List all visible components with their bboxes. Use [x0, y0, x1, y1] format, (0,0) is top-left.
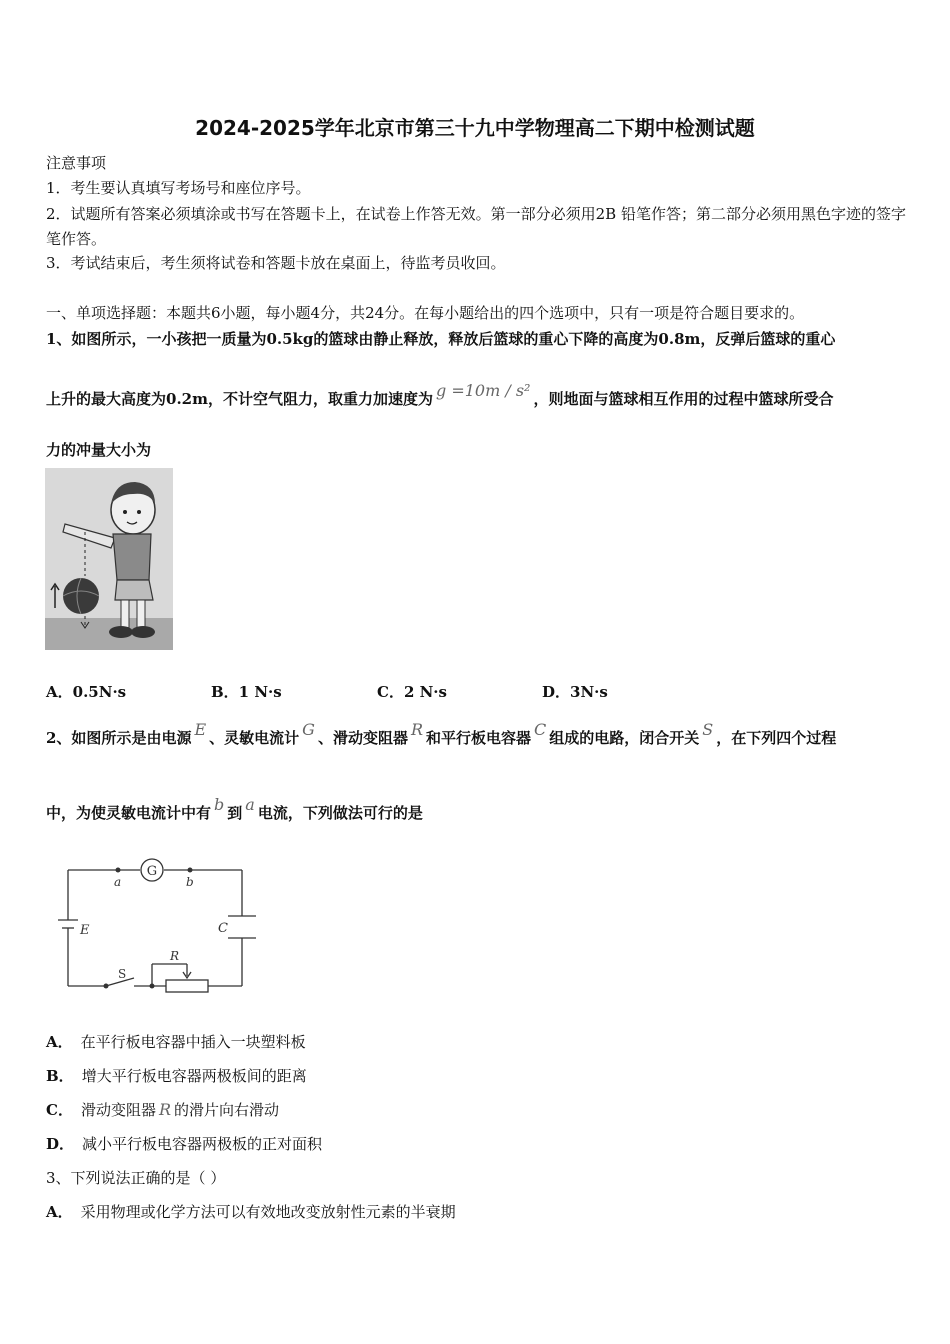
- circuit-label-e: E: [80, 923, 90, 938]
- notice-item-1: 1．考生要认真填写考场号和座位序号。: [46, 179, 311, 197]
- q2-var-g: G: [302, 720, 315, 739]
- circuit-diagram: [46, 848, 261, 1000]
- q1-text-b: ，则地面与篮球相互作用的过程中篮球所受合: [533, 390, 834, 408]
- q2-text-4: 和平行板电容器: [426, 729, 532, 747]
- q2-option-a-label: A．: [46, 1033, 73, 1051]
- q2-option-c[interactable]: [46, 1099, 279, 1120]
- q3-option-a[interactable]: [46, 1201, 456, 1222]
- q3-stem: 3、下列说法正确的是（ ）: [46, 1169, 226, 1187]
- circuit-label-a: a: [114, 875, 122, 889]
- q1-option-a[interactable]: A．0.5N·s: [46, 683, 127, 701]
- q2-var-c: C: [534, 720, 547, 739]
- q2-text-7: 中，为使灵敏电流计中有: [46, 804, 212, 822]
- q2-option-c-var: R: [158, 1100, 172, 1119]
- q1-option-c[interactable]: C．2 N·s: [377, 683, 447, 701]
- q2-var-a: a: [245, 795, 255, 814]
- q2-option-b-label: B．: [46, 1067, 74, 1085]
- q2-text-3: 、滑动变阻器: [317, 729, 408, 747]
- circuit-label-c: C: [218, 921, 228, 936]
- q2-line-2: [46, 795, 423, 823]
- q2-var-s: S: [702, 720, 714, 739]
- q2-option-d-label: D．: [46, 1135, 75, 1153]
- q2-text-1: 2、如图所示是由电源: [46, 729, 192, 747]
- section-heading: 一、单项选择题：本题共6小题，每小题4分，共24分。在每小题给出的四个选项中，只有一项是符合题目要求的。: [46, 304, 805, 322]
- q2-option-a[interactable]: [46, 1031, 306, 1052]
- q1-line-3: 力的冲量大小为: [46, 441, 152, 459]
- q2-var-r: R: [410, 720, 423, 739]
- q2-text-2: 、灵敏电流计: [209, 729, 300, 747]
- q3-option-a-text: 采用物理或化学方法可以有效地改变放射性元素的半衰期: [80, 1203, 456, 1221]
- q2-var-b: b: [214, 795, 225, 814]
- q2-var-e: E: [194, 720, 207, 739]
- q2-option-b-text: 增大平行板电容器两极板间的距离: [81, 1067, 307, 1085]
- q1-text-a: 上升的最大高度为0.2m，不计空气阻力，取重力加速度为: [46, 390, 433, 408]
- q1-option-b[interactable]: B．1 N·s: [211, 683, 282, 701]
- q2-option-c-label: C．: [46, 1101, 73, 1119]
- q2-line-1: [46, 720, 837, 748]
- q2-text-9: 电流，下列做法可行的是: [257, 804, 423, 822]
- q1-option-d[interactable]: D．3N·s: [542, 683, 608, 701]
- q2-option-c-tail: 的滑片向右滑动: [174, 1101, 280, 1119]
- q2-option-a-text: 在平行板电容器中插入一块塑料板: [80, 1033, 306, 1051]
- q2-text-8: 到: [227, 804, 243, 822]
- q3-option-a-label: A．: [46, 1203, 73, 1221]
- q1-line-1: 1、如图所示，一小孩把一质量为0.5kg的篮球由静止释放，释放后篮球的重心下降的高度为0.8m，反弹后篮球的重心: [46, 330, 836, 348]
- circuit-label-r: R: [170, 949, 180, 963]
- q2-text-6: ，在下列四个过程: [716, 729, 837, 747]
- circuit-label-s: S: [118, 967, 127, 981]
- page-title: 2024-2025学年北京市第三十九中学物理高二下期中检测试题: [195, 116, 755, 140]
- q2-option-b[interactable]: [46, 1065, 307, 1086]
- q1-formula: g =10m / s²: [435, 381, 531, 400]
- circuit-label-g: G: [146, 864, 158, 879]
- notice-heading: 注意事项: [46, 154, 107, 172]
- q2-text-5: 组成的电路，闭合开关: [549, 729, 700, 747]
- q2-option-c-text: 滑动变阻器: [80, 1101, 156, 1119]
- q2-option-d-text: 减小平行板电容器两极板的正对面积: [82, 1135, 323, 1153]
- q1-line-2: [46, 381, 834, 409]
- boy-basketball-figure: [45, 468, 173, 650]
- notice-item-2: 2．试题所有答案必须填涂或书写在答题卡上，在试卷上作答无效。第一部分必须用2B 铅笔作答；第二部分必须用黑色字迹的签字笔作答。: [46, 205, 906, 248]
- q2-option-d[interactable]: [46, 1133, 322, 1154]
- circuit-label-b: b: [186, 875, 194, 889]
- notice-item-3: 3．考试结束后，考生须将试卷和答题卡放在桌面上，待监考员收回。: [46, 254, 506, 272]
